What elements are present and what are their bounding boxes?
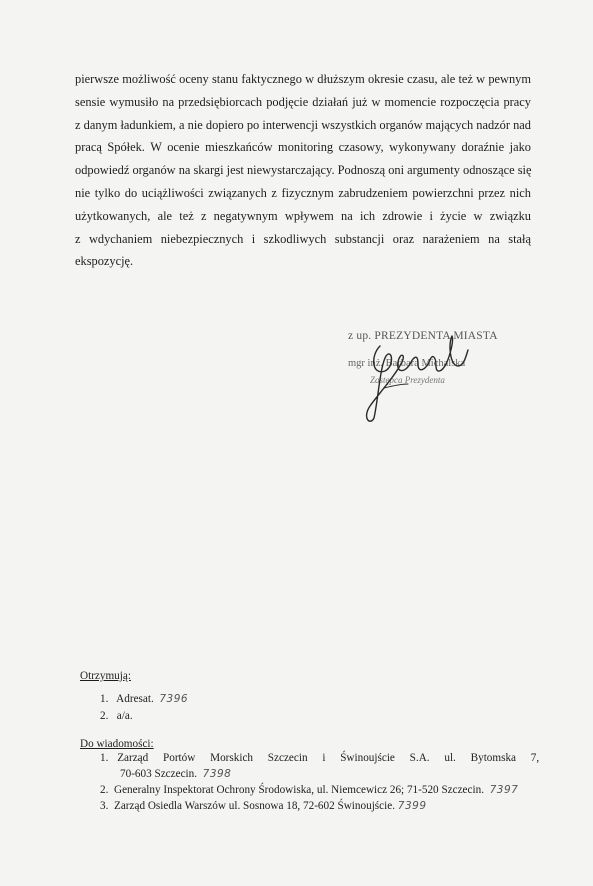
body-line: z wdychaniem niebezpiecznych i szkodliwych substancji oraz narażeniem na stałą bbox=[75, 231, 531, 246]
list-item bbox=[100, 784, 518, 796]
list-item bbox=[100, 752, 539, 764]
handwritten-note: 7398 bbox=[202, 768, 232, 780]
item-number: 3. bbox=[100, 800, 109, 812]
list-item-continuation bbox=[120, 768, 231, 780]
body-line: sensie wymusiło na przedsiębiorcach podjęcie działań już w momencie rozpoczęcia pracy bbox=[75, 94, 531, 109]
list-item bbox=[100, 800, 427, 812]
recipients-heading: Otrzymują: bbox=[80, 670, 131, 682]
body-line: nie tylko do uciążliwości związanych z fizycznym zabrudzeniem powierzchni przez nich bbox=[75, 185, 531, 200]
stamp-title: z up. PREZYDENTA MIASTA bbox=[348, 330, 498, 342]
body-line: pracą Spółek. W ocenie mieszkańców monitoring czasowy, wykonywany doraźnie jako bbox=[75, 140, 531, 155]
cc-section bbox=[80, 738, 154, 750]
item-number: 2. bbox=[100, 710, 109, 722]
stamp-position: Zastępca Prezydenta bbox=[370, 375, 445, 385]
item-number: 1. bbox=[100, 693, 109, 705]
item-text: Zarząd Osiedla Warszów ul. Sosnowa 18, 72-602 Świnoujście. bbox=[113, 800, 395, 812]
item-number: 1. bbox=[100, 752, 109, 764]
handwritten-signature bbox=[340, 326, 510, 426]
list-item bbox=[100, 693, 188, 705]
item-text: a/a. bbox=[116, 710, 133, 722]
signature-block bbox=[340, 326, 510, 426]
handwritten-note: 7397 bbox=[489, 784, 519, 796]
item-number: 2. bbox=[100, 784, 109, 796]
handwritten-note: 7399 bbox=[397, 800, 427, 812]
body-line: pierwsze możliwość oceny stanu faktycznego w dłuższym okresie czasu, ale też w pewnym bbox=[75, 72, 531, 86]
handwritten-note: 7396 bbox=[159, 693, 189, 705]
item-text: Zarząd Portów Morskich Szczecin i Świnoujście S.A. ul. Bytomska 7, bbox=[117, 752, 540, 764]
cc-heading: Do wiadomości: bbox=[80, 738, 154, 750]
list-item bbox=[100, 710, 133, 722]
item-text: 70-603 Szczecin. bbox=[120, 768, 198, 780]
body-line: ekspozycję. bbox=[75, 254, 134, 269]
body-line: użytkowanych, ale też z negatywnym wpływem na ich zdrowie i życie w związku bbox=[75, 208, 531, 223]
letter-body bbox=[75, 68, 531, 273]
item-text: Adresat. bbox=[116, 693, 154, 705]
recipients-section bbox=[80, 670, 131, 682]
body-line: z danym ładunkiem, a nie dopiero po interwencji wszystkich organów mających nadzór nad bbox=[75, 117, 531, 132]
stamp-name: mgr inż. Barbara Michalska bbox=[348, 358, 466, 369]
item-text: Generalny Inspektorat Ochrony Środowiska, ul. Niemcewicz 26; 71-520 Szczecin. bbox=[113, 784, 484, 796]
body-line: odpowiedź organów na skargi jest niewystarczający. Podnoszą oni argumenty odnoszące się bbox=[75, 163, 532, 178]
